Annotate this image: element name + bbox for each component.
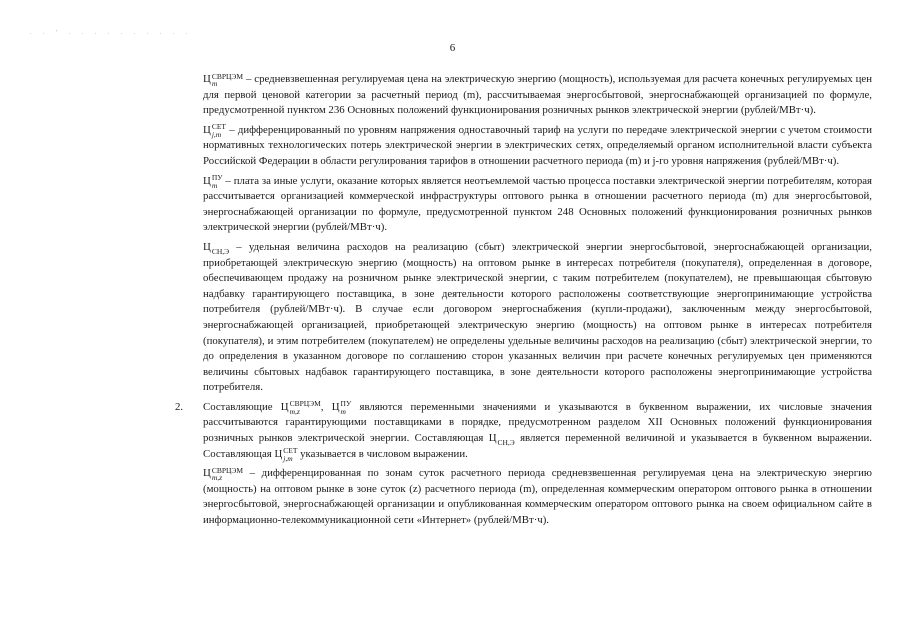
symbol-c-set-jm: Ц СЕТ j,m: [203, 122, 226, 139]
symbol-c-sne: Ц СН,Э: [488, 432, 515, 448]
definition-text: – дифференцированная по зонам суток расчетного периода средневзвешенная регулируемая цена на электрическую энергию (мощность) на оптовом рынке в зоне суток (z) расчетного периода (m), определенная коммерческим оператором оптового рынка в отношении энергосбытовой, энергоснабжающей организации и опубликованная коммерческим оператором оптового рынка на своем официальном сайте в информационно-телекоммуникационной сети «Интернет» (рублей/МВт·ч).: [203, 467, 872, 527]
page-number: 6: [449, 42, 456, 54]
symbol-c-pu-m: Ц ПУ m: [203, 173, 223, 190]
symbol-c-svrcem-mz: Ц СВРЦЭМ m,z: [280, 399, 321, 416]
definition-text: – плата за иные услуги, оказание которых является неотъемлемой частью процесса поставки электрической энергии потребителям, которая рассчитывается организацией коммерческой инфраструктуры оптового рынка в отношении расчетного периода (m) для энергосбытовой, энергоснабжающей организации по формуле, предусмотренной пунктом 248 Основных положений функционирования розничных рынков электрической энергии (рублей/МВт·ч).: [203, 174, 872, 234]
definition-text: – удельная величина расходов на реализацию (сбыт) электрической энергии энергосбытовой, энергоснабжающей организации, приобретающей электрическую энергию (мощность) на оптовом рынке в интересах потребителя (покупателя), определенная в договоре, обеспечивающем продажу на розничном рынке электрической энергии, с таким потребителем (покупателем), не превышающая сбытовую надбавку гарантирующего поставщика, в зоне деятельности которого расположены соответствующие энергопринимающие устройства потребителя (рублей/МВт·ч). В случае если договором энергоснабжения (купли-продажи), заключенным между энергосбытовой, энергоснабжающей организацией, приобретающей электрическую энергию (мощность) на оптовом рынке в интересах потребителя (покупателя), и этим потребителем (покупателем) не определены удельные величины расходов на реализацию (сбыт) электрической энергии, то до определения в указанном договоре по соглашению сторон указанных величин при расчете конечных регулируемых цен применяются величины сбытовых надбавок гарантирующего поставщика, в зоне деятельности которого расположены энергопринимающие устройства потребителя.: [203, 240, 872, 394]
item-text-part: являются переменными значениями и указываются в буквенном выражении, их числовые значения рассчитываются гарантирующими поставщиками в порядке, предусмотренном разделом XII Основных положений функционирования розничных рынков электрической энергии. Составляющая: [203, 400, 872, 445]
symbol-c-sne: Ц СН,Э: [203, 240, 230, 256]
item-text-part: указывается в числовом выражении.: [297, 447, 468, 460]
item-number: 2.: [175, 400, 184, 413]
definition-text: – средневзвешенная регулируемая цена на электрическую энергию (мощность), используемая для расчета конечных регулируемых цен для первой ценовой категории за расчетный период (m), рассчитываемая энергосбытовой, энергоснабжающей организацией по формуле, предусмотренной пунктом 236 Основных положений функционирования розничных рынков электрической энергии (рублей/МВт·ч).: [203, 73, 872, 117]
symbol-c-svrcem-mz: Ц СВРЦЭМ m,z: [203, 465, 244, 483]
scan-specks: . . ' . . . . . . . . . .: [30, 30, 193, 36]
definition-price-svrcem-zone: [203, 466, 872, 528]
definition-cost-sne: [203, 240, 872, 396]
definition-text: – дифференцированный по уровням напряжения одноставочный тариф на услуги по передаче электрической энергии с учетом стоимости нормативных технологических потерь электрической энергии в электрических сетях, определяемый органом исполнительной власти субъекта Российской Федерации в области регулирования тарифов в отношении расчетного периода (m) и j-го уровня напряжения (рублей/МВт·ч).: [203, 123, 872, 167]
definition-fee-pu: [203, 174, 872, 236]
item-text-part: является переменной величиной и указывается в буквенном выражении. Составляющая: [203, 432, 872, 460]
symbol-c-set-jm: Ц СЕТ j,m: [274, 446, 298, 463]
symbol-c-svrcem-m: Ц СВРЦЭМ m: [203, 71, 244, 88]
symbol-c-pu-m: Ц ПУ m: [331, 399, 352, 416]
definition-price-svrcem: [203, 72, 872, 119]
definition-tariff-set: [203, 123, 872, 170]
document-body: [175, 71, 872, 533]
list-item-2: [175, 399, 872, 463]
item-text-part: Составляющие: [203, 400, 281, 413]
item-text-part: ,: [320, 400, 332, 413]
